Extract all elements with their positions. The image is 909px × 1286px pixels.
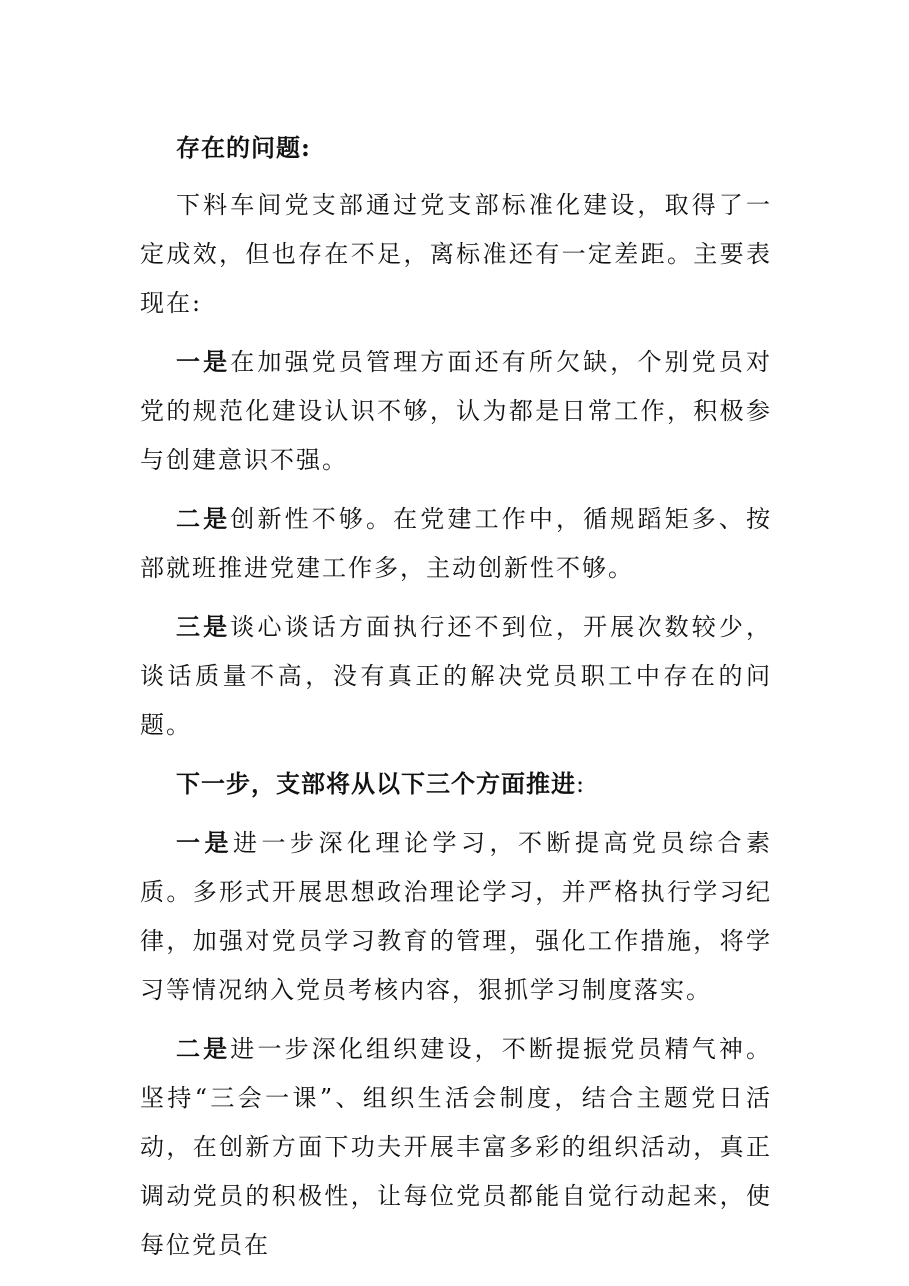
intro-paragraph: 下料车间党支部通过党支部标准化建设，取得了一定成效，但也存在不足，离标准还有一定差距。主要表现在: (140, 191, 772, 317)
problem-2 (140, 494, 772, 593)
plan-1-lead: 一是 (176, 828, 233, 857)
problem-3-text: 谈心谈话方面执行还不到位，开展次数较少，谈话质量不高，没有真正的解决党员职工中存在的问题。 (140, 613, 773, 739)
plan-2-lead: 二是 (176, 1034, 231, 1063)
heading-problems: 存在的问题: (176, 133, 311, 162)
plan-2-text: 进一步深化组织建设，不断提振党员精气神。坚持“三会一课”、组织生活会制度，结合主题党日活动，在创新方面下功夫开展丰富多彩的组织活动，真正调动党员的积极性，让每位党员都能自觉行动起来，使每位党员在 (140, 1035, 773, 1259)
problem-1-lead: 一是 (176, 347, 231, 376)
plan-1 (140, 818, 772, 1015)
problem-3 (140, 602, 772, 750)
problem-1-text: 在加强党员管理方面还有所欠缺，个别党员对党的规范化建设认识不够，认为都是日常工作，积极参与创建意识不强。 (140, 348, 773, 474)
plan-1-text: 进一步深化理论学习，不断提高党员综合素质。多形式开展思想政治理论学习，并严格执行学习纪律，加强对党员学习教育的管理，强化工作措施，将学习等情况纳入党员考核内容，狠抓学习制度落实。 (140, 829, 772, 1004)
problem-2-lead: 二是 (176, 504, 231, 533)
problem-3-lead: 三是 (176, 612, 231, 641)
problem-1 (140, 337, 772, 485)
plan-2 (140, 1024, 772, 1270)
heading-next-steps-text: 下一步，支部将从以下三个方面推进 (176, 769, 576, 798)
heading-next-steps (140, 759, 772, 809)
document-body (140, 123, 772, 1279)
heading-next-steps-colon: : (576, 770, 586, 798)
problem-2-text: 创新性不够。在党建工作中，循规蹈矩多、按部就班推进党建工作多，主动创新性不够。 (140, 505, 773, 582)
